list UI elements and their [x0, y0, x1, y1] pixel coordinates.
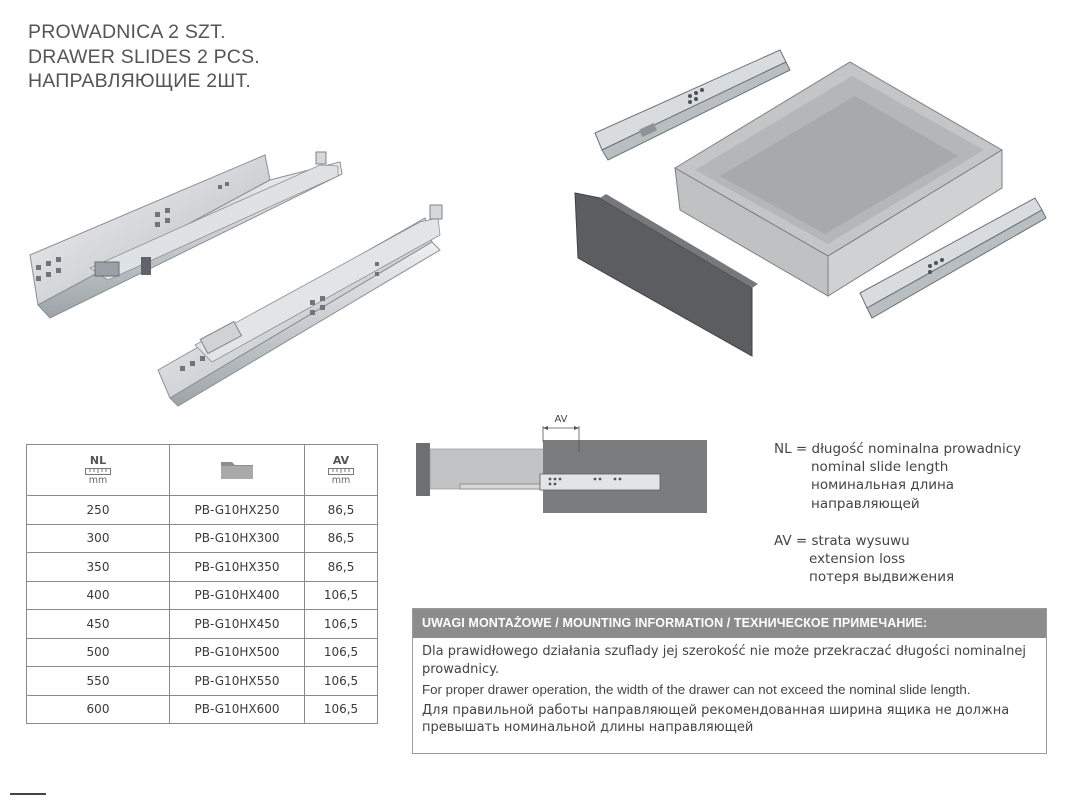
title-line-en: DRAWER SLIDES 2 PCS.	[28, 45, 260, 68]
cell-nl: 350	[27, 553, 170, 582]
cell-av: 106,5	[305, 695, 378, 724]
nl-legend-en: nominal slide length	[811, 459, 949, 476]
cell-av: 86,5	[305, 496, 378, 525]
nl-legend-ru-2: направляющей	[811, 495, 920, 512]
ruler-icon	[85, 468, 111, 475]
cell-nl: 250	[27, 496, 170, 525]
cell-code: PB-G10HX400	[170, 581, 305, 610]
cell-av: 86,5	[305, 553, 378, 582]
header-code	[170, 445, 305, 496]
table-header-row	[27, 445, 378, 496]
cell-code: PB-G10HX350	[170, 553, 305, 582]
av-legend-ru: потеря выдвижения	[809, 569, 955, 586]
cell-nl: 400	[27, 581, 170, 610]
mounting-text-ru: Для правильной работы направляющей рекомендованная ширина ящика не должна превышать номинальной длины направляющей	[422, 702, 1010, 735]
table-row	[27, 581, 378, 610]
footer-rule	[10, 793, 46, 795]
cell-code: PB-G10HX250	[170, 496, 305, 525]
av-dimension-label: AV	[554, 414, 568, 425]
nl-header-label: NL	[89, 453, 107, 467]
table-row	[27, 638, 378, 667]
cell-av: 106,5	[305, 610, 378, 639]
mounting-info-text	[413, 638, 1046, 737]
title-line-pl: PROWADNICA 2 SZT.	[28, 21, 226, 43]
cell-av: 106,5	[305, 638, 378, 667]
table-row	[27, 524, 378, 553]
nl-legend-ru: номинальная длина	[811, 477, 955, 494]
av-header-unit: mm	[331, 474, 351, 486]
table-row	[27, 496, 378, 525]
mounting-text-en: For proper drawer operation, the width of the drawer can not exceed the nominal slide length.	[422, 682, 971, 697]
cell-code: PB-G10HX450	[170, 610, 305, 639]
page-title	[28, 20, 260, 94]
table-row	[27, 695, 378, 724]
cell-code: PB-G10HX550	[170, 667, 305, 696]
table-row	[27, 667, 378, 696]
cell-nl: 450	[27, 610, 170, 639]
title-line-ru: НАПРАВЛЯЮЩИЕ 2ШТ.	[28, 70, 251, 92]
header-nl	[27, 445, 170, 496]
cell-nl: 500	[27, 638, 170, 667]
extension-loss-diagram	[410, 408, 710, 518]
ruler-icon	[328, 468, 354, 475]
table-row	[27, 610, 378, 639]
av-legend-en: extension loss	[809, 551, 906, 568]
drawer-assembly-illustration	[570, 38, 1065, 368]
cell-code: PB-G10HX300	[170, 524, 305, 553]
cell-av: 106,5	[305, 667, 378, 696]
cell-code: PB-G10HX600	[170, 695, 305, 724]
drawer-slides-illustration	[20, 140, 460, 410]
spec-table	[26, 444, 378, 724]
av-legend-pl: AV = strata wysuwu	[774, 533, 910, 549]
cell-nl: 600	[27, 695, 170, 724]
cell-nl: 550	[27, 667, 170, 696]
mounting-info-header: UWAGI MONTAŻOWE / MOUNTING INFORMATION / ТЕХНИЧЕСКОЕ ПРИМЕЧАНИЕ:	[413, 609, 1046, 638]
nl-legend	[774, 440, 1021, 513]
av-header-label: AV	[332, 453, 350, 467]
cell-av: 86,5	[305, 524, 378, 553]
folder-icon	[220, 458, 254, 480]
table-row	[27, 553, 378, 582]
header-av	[305, 445, 378, 496]
nl-header-unit: mm	[88, 474, 108, 486]
nl-legend-pl: NL = długość nominalna prowadnicy	[774, 441, 1022, 457]
cell-nl: 300	[27, 524, 170, 553]
av-legend	[774, 532, 954, 587]
mounting-text-pl: Dla prawidłowego działania szuflady jej szerokość nie może przekraczać długości nominalnej prowadnicy.	[422, 644, 1026, 677]
cell-code: PB-G10HX500	[170, 638, 305, 667]
cell-av: 106,5	[305, 581, 378, 610]
mounting-info-box	[412, 608, 1047, 754]
